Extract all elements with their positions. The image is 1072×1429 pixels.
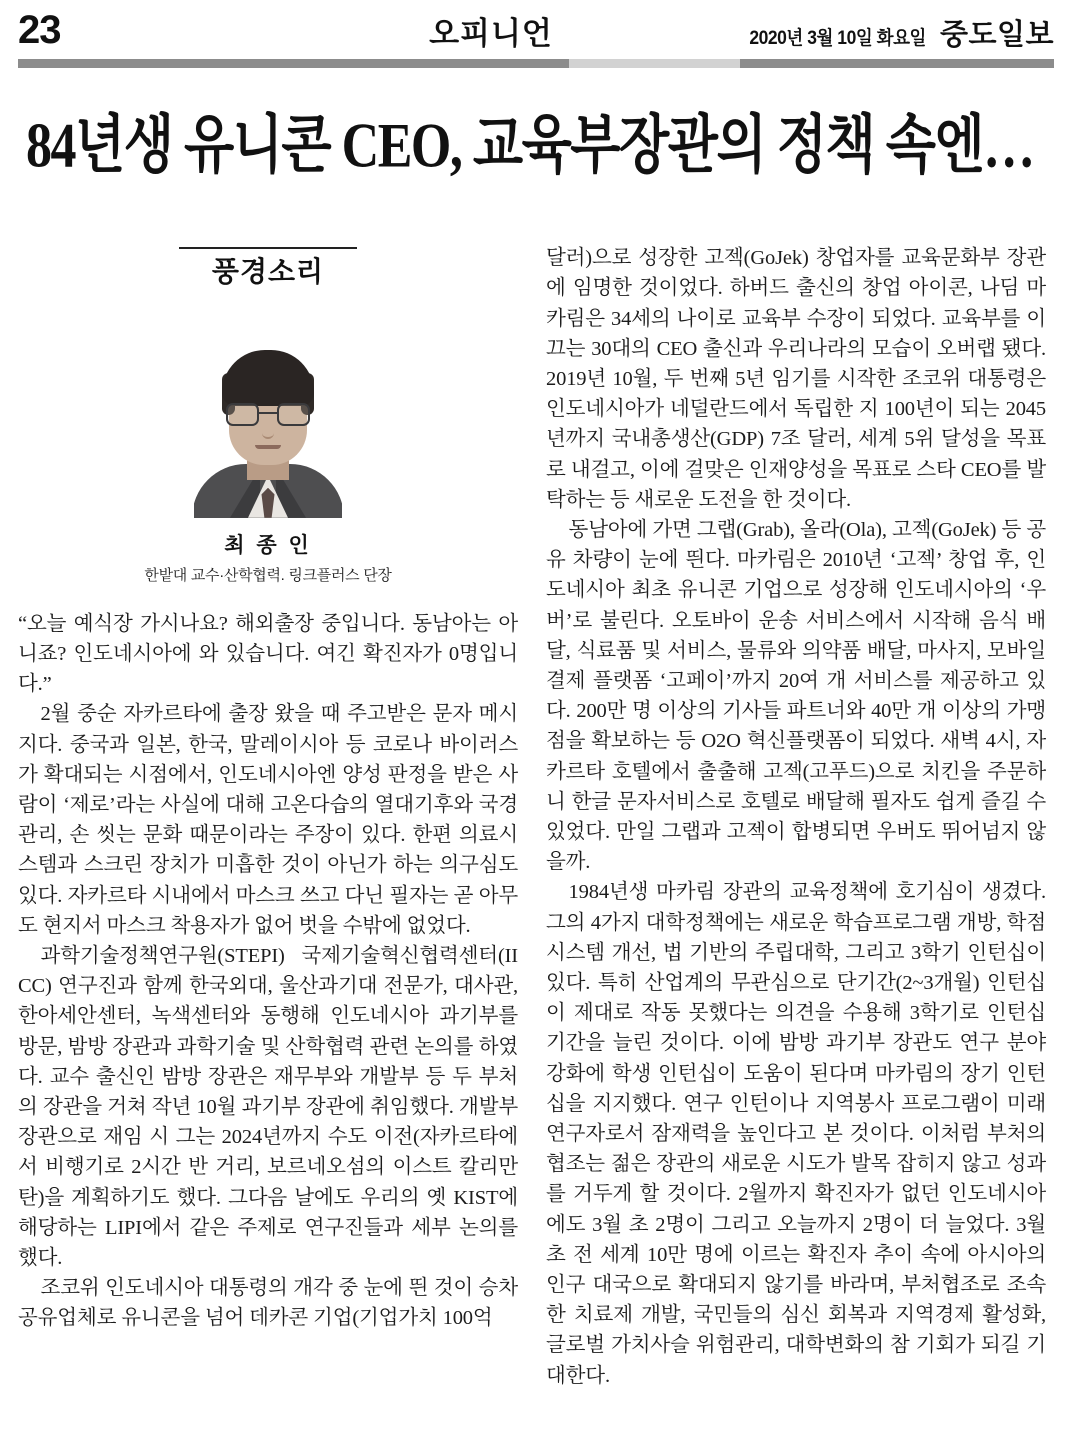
article-body (18, 243, 1054, 1391)
paragraph: “오늘 예식장 가시나요? 해외출장 중입니다. 동남아는 아니죠? 인도네시아에 와 있습니다. 여긴 확진자가 0명입니다.” (18, 612, 518, 696)
right-column (546, 243, 1046, 1391)
section-title: 오피니언 (429, 16, 553, 51)
paragraph: 조코위 인도네시아 대통령의 개각 중 눈에 띈 것이 승차 공유업체로 유니콘을 넘어 데카콘 기업(기업가치 100억 (18, 1277, 518, 1330)
author-name: 최 종 인 (224, 533, 312, 557)
column-brand-rule (179, 247, 357, 249)
page-number: 23 (18, 8, 61, 52)
photo-nose (262, 425, 274, 439)
rule-segment-left (18, 59, 569, 68)
right-column-text (546, 243, 1046, 1391)
paragraph: 2월 중순 자카르타에 출장 왔을 때 주고받은 문자 메시지다. 중국과 일본, 한국, 말레이시아 등 코로나 바이러스가 확대되는 시점에서, 인도네시아엔 양성 판정을 받은 사람이 ‘제로’라는 사실에 대해 고온다습의 열대기후와 국경관리, 손 씻는 문화 때문이라는 주장이 있다. 한편 의료시스템과 스크린 장치가 미흡한 것이 아닌가 하는 의구심도 있다. 자카르타 시내에서 마스크 쓰고 다닌 필자는 곧 아무도 현지서 마스크 착용자가 없어 벗을 수밖에 없었다. (18, 703, 518, 937)
photo-mouth (255, 445, 281, 449)
paragraph: 과학기술정책연구원(STEPI) 국제기술혁신협력센터(IICC) 연구진과 함께 한국외대, 울산과기대 전문가, 대사관, 한아세안센터, 녹색센터와 동행해 인도네시아 과기부를 방문, 밤방 장관과 과학기술 및 산학협력 관련 논의를 하였다. 교수 출신인 밤방 장관은 재무부와 개발부 등 두 부처의 장관을 거쳐 작년 10월 과기부 장관에 취임했다. 개발부 장관으로 재임 시 그는 2024년까지 수도 이전(자카르타에서 비행기로 2시간 반 거리, 보르네오섬의 이스트 칼리만탄)을 계획하기도 했다. 그다음 날에도 우리의 옛 KIST에 해당하는 LIPI에서 같은 주제로 연구진들과 세부 논의를 했다. (18, 944, 518, 1270)
paper-title: 중도일보 (939, 19, 1054, 51)
column-brand-name: 풍경소리 (211, 256, 325, 288)
column-brand-block (18, 243, 518, 289)
masthead (18, 0, 1054, 52)
issue-date: 2020년 3월 10일 화요일 (749, 28, 926, 50)
photo-hair (222, 350, 314, 406)
author-photo (194, 325, 342, 518)
rule-segment-middle (569, 59, 740, 68)
photo-lens-left (226, 403, 259, 426)
paragraph: 달러)으로 성장한 고젝(GoJek) 창업자를 교육문화부 장관에 임명한 것이었다. 하버드 출신의 창업 아이콘, 나딤 마카림은 34세의 나이로 교육부 수장이 되었다. 교육부를 이끄는 30대의 CEO 출신과 우리나라의 모습이 오버랩 됐다. 2019년 10월, 두 번째 5년 임기를 시작한 조코위 대통령은 인도네시아가 네덜란드에서 독립한 지 100년이 되는 2045년까지 국내총생산(GDP) 7조 달러, 세계 5위 달성을 목표로 내걸고, 이에 걸맞은 인재양성을 목표로 스타 CEO를 발탁하는 등 새로운 도전을 한 것이다. (546, 247, 1046, 511)
left-column-text (18, 609, 518, 1334)
photo-glasses-bridge (259, 412, 277, 415)
photo-lens-right (277, 403, 310, 426)
masthead-rule-bar (18, 59, 1054, 68)
glasses-icon (226, 403, 310, 427)
paragraph: 1984년생 마카림 장관의 교육정책에 호기심이 생겼다. 그의 4가지 대학정책에는 새로운 학습프로그램 개방, 학점 시스템 개선, 법 기반의 주립대학, 그리고 3학기 인턴십이 있다. 특히 산업계의 무관심으로 단기간(2~3개월) 인턴십이 제대로 작동 못했다는 의견을 수용해 3학기로 인턴십 기간을 늘린 것이다. 이에 밤방 과기부 장관도 연구 분야 강화에 학생 인턴십이 도움이 된다며 마카림의 장기 인턴십을 지지했다. 연구 인턴이나 지역봉사 프로그램이 미래 연구자로서 잠재력을 높인다고 본 것이다. 이처럼 부처의 협조는 젊은 장관의 새로운 시도가 발목 잡히지 않고 성과를 거두게 할 것이다. 2월까지 확진자가 없던 인도네시아에도 3월 초 2명이 그리고 오늘까지 2명이 더 늘었다. 3월 초 전 세계 10만 명에 이르는 확진자 추이 속에 아시아의 인구 대국으로 확대되지 않기를 바라며, 부처협조로 조속한 치료제 개발, 국민들의 심신 회복과 지역경제 활성화, 글로벌 가치사슬 위험관리, 대학변화의 참 기회가 되길 기대한다. (546, 881, 1046, 1387)
rule-segment-right (740, 59, 1054, 68)
author-affiliation: 한밭대 교수·산학협력. 링크플러스 단장 (144, 566, 392, 584)
paragraph: 동남아에 가면 그랩(Grab), 올라(Ola), 고젝(GoJek) 등 공유 차량이 눈에 띈다. 마카림은 2010년 ‘고젝’ 창업 후, 인도네시아 최초 유니콘 기업으로 성장해 인도네시아의 ‘우버’로 불린다. 오토바이 운송 서비스에서 시작해 음식 배달, 식료품 및 서비스, 물류와 의약품 배달, 마사지, 모바일 결제 플랫폼 ‘고페이’까지 20여 개 서비스를 제공하고 있다. 200만 명 이상의 기사들 파트너와 40만 개 이상의 가맹점을 확보하는 등 O2O 혁신플랫폼이 되었다. 새벽 4시, 자카르타 호텔에서 출출해 고젝(고푸드)으로 치킨을 주문하니 한글 문자서비스로 호텔로 배달해 필자도 쉽게 즐길 수 있었다. 만일 그랩과 고젝이 합병되면 우버도 뛰어넘지 않을까. (546, 518, 1046, 874)
article-headline: 84년생 유니콘 CEO, 교육부장관의 정책 속엔… (26, 111, 1034, 182)
left-column (18, 243, 518, 1391)
